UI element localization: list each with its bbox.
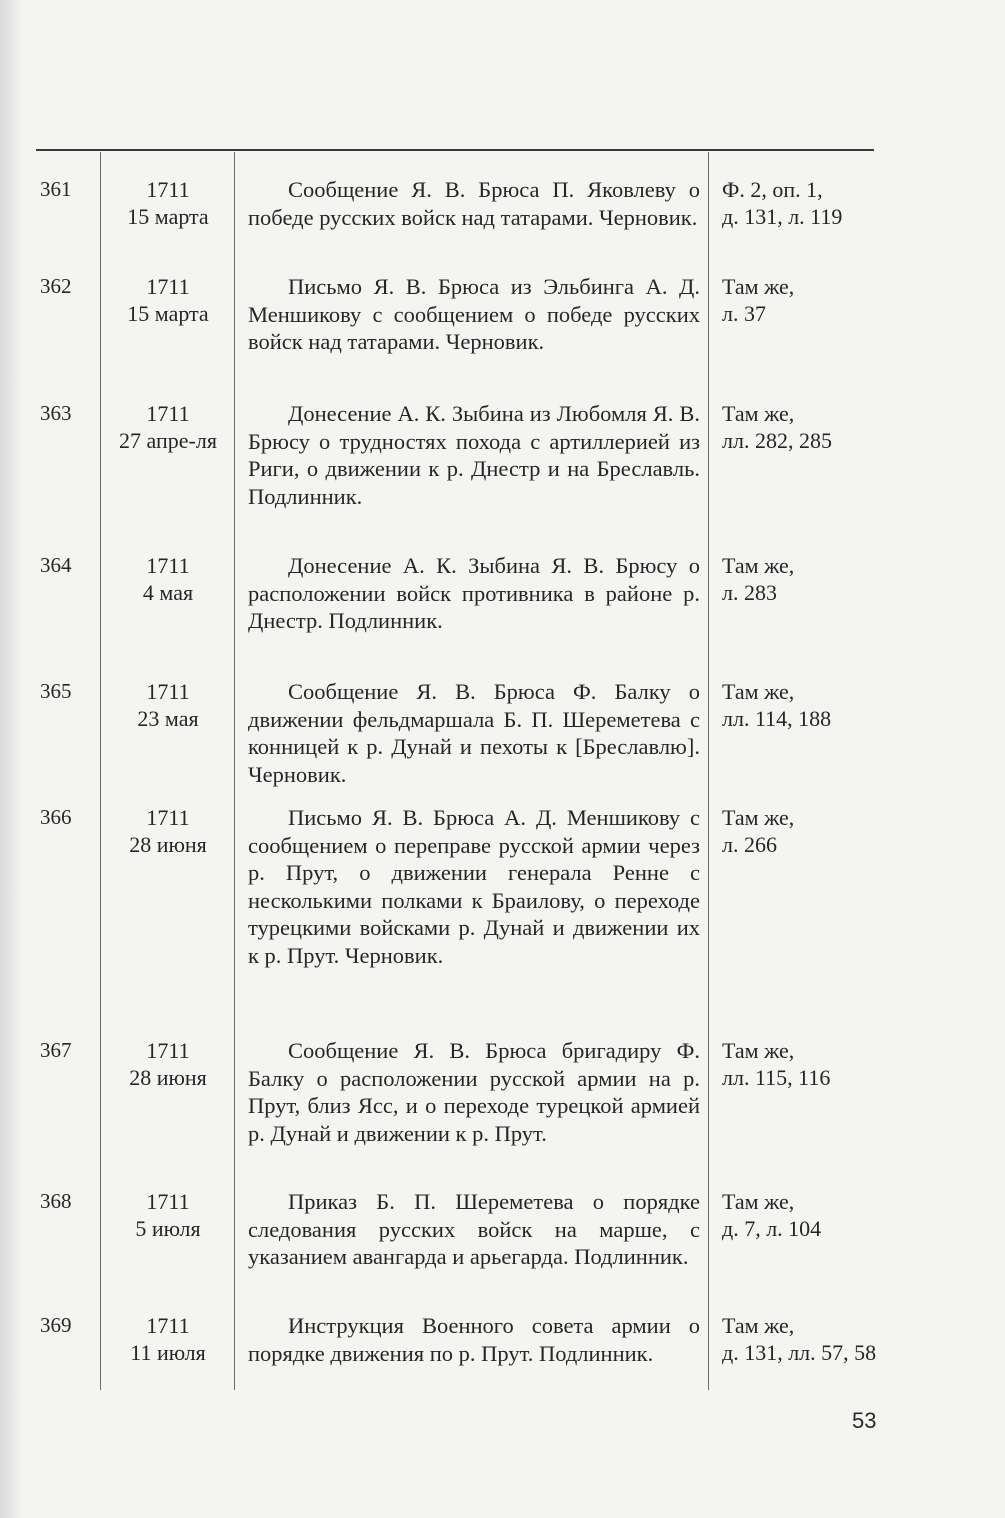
entry-date (104, 273, 232, 327)
entry-reference-line: Там же, (722, 805, 795, 830)
entry-description: Донесение А. К. Зыбина Я. В. Брюсу о расположении войск противника в районе р. Днестр. Подлинник. (248, 553, 700, 633)
entry-date (104, 400, 232, 454)
entry-date (104, 804, 232, 858)
entry-date (104, 1037, 232, 1091)
entry-number: 368 (40, 1189, 72, 1213)
entry-reference-line: Ф. 2, оп. 1, (722, 177, 823, 202)
page-number: 53 (852, 1408, 877, 1433)
scan-edge (0, 0, 22, 1518)
entry-description: Инструкция Военного совета армии о порядке движения по р. Прут. Подлинник. (248, 1313, 700, 1366)
entry-date (104, 552, 232, 606)
entry-reference-line: Там же, (722, 1038, 795, 1063)
entry-reference-line: л. 283 (722, 580, 777, 605)
entry-day: 28 июня (129, 1065, 207, 1090)
entry-year: 1711 (146, 805, 190, 830)
column-divider-2 (234, 152, 235, 1390)
entry-number: 361 (40, 177, 72, 201)
entry-reference-line: лл. 115, 116 (722, 1065, 831, 1090)
entry-reference-line: Там же, (722, 401, 795, 426)
entry-reference (722, 552, 882, 606)
entry-day: 11 июля (130, 1340, 206, 1365)
entry-reference-line: л. 37 (722, 301, 766, 326)
entry-date (104, 1188, 232, 1242)
entry-reference-line: Там же, (722, 274, 795, 299)
entry-day: 27 апре-ля (119, 428, 217, 453)
entry-reference (722, 804, 882, 858)
entry-reference (722, 1188, 882, 1242)
entry-year: 1711 (146, 553, 190, 578)
entry-reference-line: л. 266 (722, 832, 777, 857)
entry-reference (722, 1037, 882, 1091)
entry-number: 363 (40, 401, 72, 425)
entry-year: 1711 (146, 679, 190, 704)
entry-reference-line: Там же, (722, 1189, 795, 1214)
entry-description: Донесение А. К. Зыбина из Любомля Я. В. Брюсу о трудностях похода с артиллерией из Риги, о движении к р. Днестр и на Бреславль. Подлинник. (248, 401, 700, 509)
entry-reference (722, 176, 882, 230)
entry-description: Письмо Я. В. Брюса А. Д. Меншикову с сообщением о переправе русской армии через р. Прут, о движении генерала Ренне с несколькими полками к Браилову, о переходе турецкими войсками р. Дунай и движении их к р. Прут. Черновик. (248, 805, 700, 968)
entry-number: 367 (40, 1038, 72, 1062)
column-divider-3 (708, 152, 709, 1390)
entry-year: 1711 (146, 1313, 190, 1338)
entry-description: Приказ Б. П. Шереметева о порядке следования русских войск на марше, с указанием авангарда и арьегарда. Подлинник. (248, 1189, 700, 1269)
entry-day: 15 марта (127, 204, 209, 229)
entry-number: 362 (40, 274, 72, 298)
entry-reference-line: д. 131, лл. 57, 58 (722, 1340, 877, 1365)
entry-date (104, 678, 232, 732)
entry-year: 1711 (146, 1038, 190, 1063)
entry-reference-line: д. 131, л. 119 (722, 204, 843, 229)
entry-reference-line: д. 7, л. 104 (722, 1216, 822, 1241)
entry-day: 15 марта (127, 301, 209, 326)
entry-reference-line: Там же, (722, 1313, 795, 1338)
entry-number: 365 (40, 679, 72, 703)
entry-year: 1711 (146, 177, 190, 202)
entry-description: Письмо Я. В. Брюса из Эльбинга А. Д. Меншикову с сообщением о победе русских войск над татарами. Черновик. (248, 274, 700, 354)
entry-reference-line: Там же, (722, 553, 795, 578)
entry-reference (722, 1312, 882, 1366)
entry-date (104, 1312, 232, 1366)
entry-day: 23 мая (137, 706, 199, 731)
entry-reference (722, 678, 882, 732)
entry-description: Сообщение Я. В. Брюса Ф. Балку о движении фельдмаршала Б. П. Шереметева с конницей к р. Дунай и пехоты к [Бреславлю]. Черновик. (248, 679, 700, 787)
entry-day: 28 июня (129, 832, 207, 857)
entry-reference-line: лл. 282, 285 (722, 428, 832, 453)
entry-day: 5 июля (135, 1216, 201, 1241)
entry-year: 1711 (146, 1189, 190, 1214)
entry-description: Сообщение Я. В. Брюса бригадиру Ф. Балку о расположении русской армии на р. Прут, близ Ясс, и о переходе турецкой армией р. Дунай и движении к р. Прут. (248, 1038, 700, 1146)
entry-description: Сообщение Я. В. Брюса П. Яковлеву о победе русских войск над татарами. Черновик. (248, 177, 700, 230)
entry-reference (722, 400, 882, 454)
entry-year: 1711 (146, 274, 190, 299)
top-rule (36, 149, 874, 151)
entry-reference (722, 273, 882, 327)
entry-number: 364 (40, 553, 72, 577)
entry-number: 369 (40, 1313, 72, 1337)
entry-number: 366 (40, 805, 72, 829)
column-divider-1 (100, 152, 101, 1390)
entry-year: 1711 (146, 401, 190, 426)
entry-date (104, 176, 232, 230)
entry-reference-line: лл. 114, 188 (722, 706, 832, 731)
entry-reference-line: Там же, (722, 679, 795, 704)
entry-day: 4 мая (142, 580, 194, 605)
